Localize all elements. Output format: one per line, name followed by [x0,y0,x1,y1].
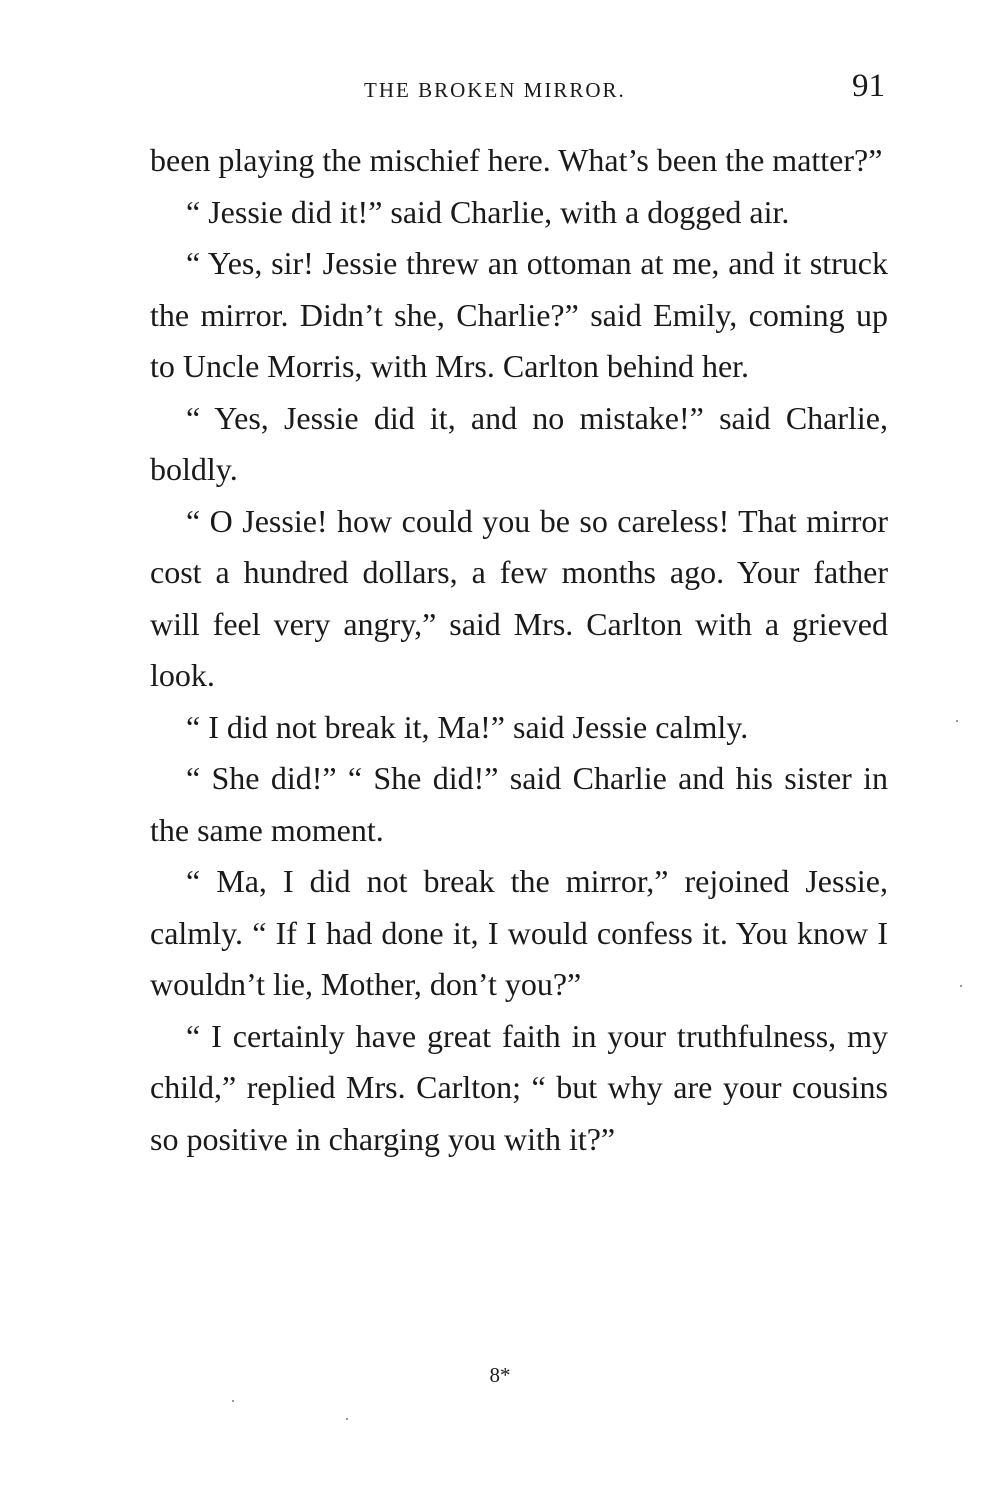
running-title: THE BROKEN MIRROR. [364,78,626,102]
running-head [150,68,885,112]
paper-speck [956,720,958,722]
paper-speck [346,1418,348,1420]
paragraph: “ O Jessie! how could you be so careless! That mirror cost a hundred dollars, a few months ago. Your father will feel very angry,” said Mrs. Carlton with a grieved look. [150,502,888,693]
paragraph: “ Jessie did it!” said Charlie, with a dogged air. [186,193,790,230]
paragraph: “ I did not break it, Ma!” said Jessie calmly. [186,708,749,745]
page-number: 91 [852,68,885,104]
paragraph: “ I certainly have great faith in your truthfulness, my child,” replied Mrs. Carlton; “ but why are your cousins so positive in charging you with it?” [150,1017,888,1157]
body-text [150,135,888,1165]
paragraph: “ Ma, I did not break the mirror,” rejoined Jessie, calmly. “ If I had done it, I would confess it. You know I wouldn’t lie, Mother, don’t you?” [150,863,888,1002]
paragraph: “ Yes, sir! Jessie threw an ottoman at me, and it struck the mirror. Didn’t she, Charlie?” said Emily, coming up to Uncle Morris, with Mrs. Carlton behind her. [150,245,888,384]
paper-speck [232,1400,234,1402]
paragraph: “ She did!” “ She did!” said Charlie and his sister in the same moment. [150,760,888,848]
signature-mark: 8* [489,1363,511,1387]
paragraph: been playing the mischief here. What’s been the matter?” [150,142,883,178]
paragraph: “ Yes, Jessie did it, and no mistake!” said Charlie, boldly. [150,399,888,487]
paper-speck [960,985,962,987]
